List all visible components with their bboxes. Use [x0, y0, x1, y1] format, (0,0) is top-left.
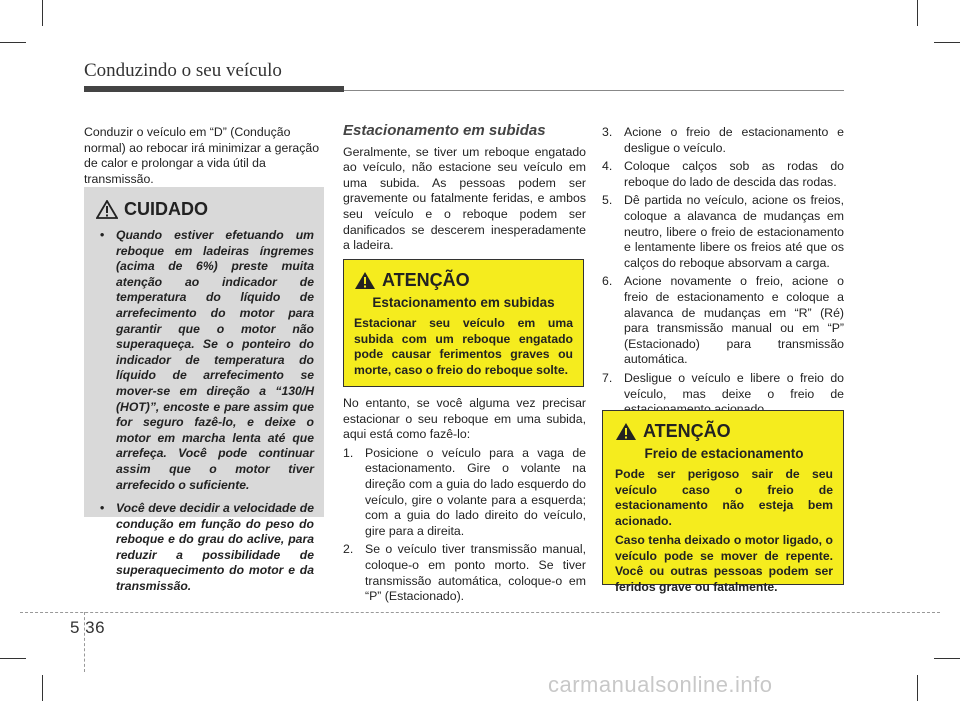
list-item [343, 542, 586, 604]
warning-subtitle: Estacionamento em subidas [372, 295, 555, 310]
warning-title [615, 421, 833, 442]
paragraph: No entanto, se você alguma vez precisar estacionar o seu reboque em uma subida, aqui está como fazê-lo: [343, 396, 586, 442]
warning-subtitle: Freio de estacionamento [644, 446, 804, 461]
middle-column-lower [343, 396, 586, 608]
caution-list [94, 228, 314, 595]
caution-item: • Você deve decidir a velocidade de condução em função do peso do reboque e do grau do aclive, para reduzir a possibilidade de superaquecimento do motor e da transmissão. [94, 501, 314, 595]
step-number: 5. [602, 193, 613, 208]
warning-title [354, 270, 573, 291]
crop-mark [42, 0, 43, 26]
caution-title [96, 199, 314, 220]
steps-list [602, 125, 844, 418]
step-text: Acione o freio de estacionamento e desligue o veículo. [624, 125, 844, 155]
warning-text [615, 467, 833, 595]
warning-paragraph: Pode ser perigoso sair de seu veículo caso o freio de estacionamento não esteja bem acionado. [615, 467, 833, 528]
warning-label: ATENÇÃO [643, 421, 731, 441]
crop-mark [42, 675, 43, 701]
paragraph: Geralmente, se tiver um reboque engatado ao veículo, não estacione seu veículo em uma subida. As pessoas podem ser gravemente ou fatalmente feridas, e ambos seu veículo e o reboque podem ser danificados se descerem inesperadamente a ladeira. [343, 144, 586, 253]
warning-box-slope [343, 259, 584, 387]
list-item [602, 274, 844, 368]
step-text: Desligue o veículo e libere o freio do veículo, mas deixe o freio de [624, 370, 844, 401]
section-heading: Estacionamento em subidas [343, 122, 546, 139]
middle-column [343, 123, 586, 254]
header-bar [84, 86, 344, 92]
warning-triangle-icon [354, 271, 376, 290]
warning-label: ATENÇÃO [382, 270, 470, 290]
left-column [84, 125, 324, 187]
step-text: Se o veículo tiver transmissão manual, coloque-o em ponto morto. Se tiver transmissão automática, coloque-o em “P” (Estacionado). [365, 542, 586, 604]
crop-mark [934, 42, 960, 43]
crop-mark [0, 42, 26, 43]
step-text: Acione novamente o freio, acione o freio de estacionamento e coloque a alavanca de mudanças em “R” (Ré) para transmissão manual ou em “P” (Estacionado) para transmissão automática. [624, 274, 844, 367]
crop-mark [0, 658, 26, 659]
steps-list [343, 446, 586, 605]
crop-mark [917, 675, 918, 701]
warning-triangle-icon [615, 422, 637, 441]
right-column [602, 125, 844, 421]
caution-box [84, 187, 324, 594]
chapter-title: Conduzindo o seu veículo [84, 60, 282, 81]
step-number: 3. [602, 125, 613, 139]
caution-item: • Quando estiver efetuando um reboque em ladeiras íngremes (acima de 6%) preste muita atenção ao indicador de temperatura do líquido de arrefecimento do motor para garantir que o motor não superaqueça. Se o ponteiro do indicador de temperatura do líquido de arrefecimento se mover-se em direção a “130/H (HOT)”, encoste e pare assim que for seguro fazê-lo, e deixe o motor em marcha lenta até que arrefeça. Você pode continuar assim que o motor tiver arrefecido o suficiente. [94, 228, 314, 493]
list-item [602, 193, 844, 271]
watermark: carmanualsonline.info [548, 672, 773, 697]
crop-mark [917, 0, 918, 26]
list-item [343, 446, 586, 540]
caution-label: CUIDADO [124, 199, 208, 219]
warning-triangle-icon [96, 200, 118, 219]
step-text: Dê partida no veículo, acione os freios, coloque a alavanca de mudanças em neutro, libere o freio de estacionamento e lentamente libere os freios até que os calços do reboque absorvam a carga. [624, 193, 844, 270]
step-number: 7. [602, 370, 613, 385]
footer-rule [20, 612, 940, 613]
warning-box-parking-brake [602, 410, 844, 594]
warning-paragraph: Caso tenha deixado o motor ligado, o veículo pode se mover de repente. Você ou outras pessoas podem ser feridos grave ou fatalmente. [615, 533, 833, 594]
intro-paragraph: Conduzir o veículo em “D” (Condução normal) ao rebocar irá minimizar a geração de calor e prolongar a vida útil da transmissão. [84, 125, 320, 186]
step-number: 6. [602, 274, 613, 289]
warning-text [354, 316, 573, 378]
step-number: 4. [602, 159, 613, 174]
crop-mark [934, 658, 960, 659]
step-text: Posicione o veículo para a vaga de estacionamento. Gire o volante na direção com a guia do lado esquerdo do veículo, gire o volante para a esquerda; com a guia do lado direito do veículo, gire para a direita. [365, 445, 586, 538]
step-text: Coloque calços sob as rodas do reboque do lado de descida das rodas. [624, 159, 844, 189]
warning-paragraph: Estacionar seu veículo em uma subida com um reboque engatado pode causar ferimentos graves ou morte, caso o freio do reboque solte. [354, 316, 573, 377]
step-number: 2. [343, 542, 354, 557]
header-rule [344, 90, 844, 91]
page-number: 5 36 [70, 618, 106, 637]
list-item [602, 125, 844, 156]
list-item [602, 159, 844, 190]
step-number: 1. [343, 445, 354, 460]
